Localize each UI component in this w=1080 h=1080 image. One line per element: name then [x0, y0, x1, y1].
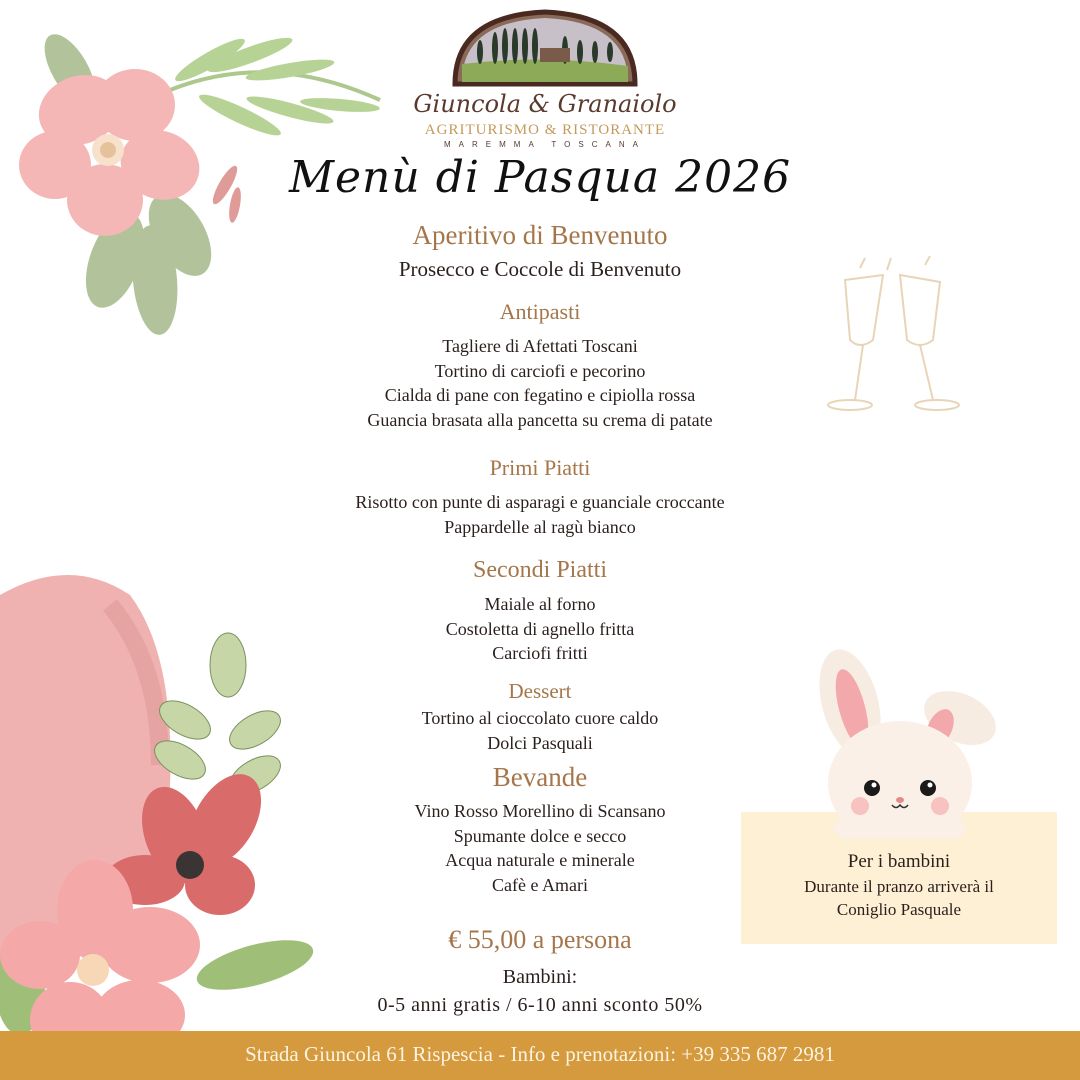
menu-item: Pappardelle al ragù bianco [444, 516, 636, 537]
menu-item: Tortino di carciofi e pecorino [434, 360, 646, 381]
easter-egg-floral-icon [0, 565, 330, 1080]
menu-item: Carciofi fritti [492, 643, 588, 663]
footer-contact-text: Strada Giuncola 61 Rispescia - Info e prenotazioni: +39 335 687 2981 [245, 1042, 835, 1066]
champagne-glasses-icon [825, 250, 960, 420]
section-heading-antipasti: Antipasti [499, 299, 581, 324]
section-items-primi [0, 490, 1080, 539]
landscape-logo-icon [400, 4, 690, 94]
logo-subtitle: AGRITURISMO & RISTORANTE [424, 122, 666, 138]
footer-bar [0, 1031, 1080, 1080]
menu-item: Cafè e Amari [492, 874, 588, 895]
section-heading-secondi: Secondi Piatti [473, 557, 607, 583]
menu-item: Tagliere di Afettati Toscani [442, 336, 638, 356]
menu-item: Guancia brasata alla pancetta su crema di patate [367, 409, 713, 430]
welcome-heading: Aperitivo di Benvenuto [412, 220, 668, 250]
menu-item: Vino Rosso Morellino di Scansano [414, 801, 666, 821]
kids-price-label: Bambini: [502, 966, 578, 988]
menu-item: Spumante dolce e secco [453, 825, 627, 846]
kids-box-line2: Coniglio Pasquale [836, 900, 962, 919]
section-heading-bevande: Bevande [492, 762, 588, 792]
page-title: Menù di Pasqua 2026 [288, 152, 792, 203]
menu-item: Cialda di pane con fegatino e cipiolla rossa [384, 385, 696, 405]
menu-item: Risotto con punte di asparagi e guanciale croccante [355, 492, 725, 512]
price-per-person: € 55,00 a persona [448, 925, 632, 954]
menu-item: Tortino al cioccolato cuore caldo [421, 708, 659, 728]
menu-item: Maiale al forno [484, 594, 596, 614]
menu-item: Acqua naturale e minerale [445, 850, 635, 870]
logo-region: MAREMMA TOSCANA [444, 140, 646, 149]
kids-price-detail: 0-5 anni gratis / 6-10 anni sconto 50% [377, 994, 703, 1016]
bunny-illustration-icon [800, 648, 1005, 838]
section-heading-dessert: Dessert [508, 679, 572, 703]
logo-name: Giuncola & Granaiolo [413, 90, 677, 118]
kids-box-heading: Per i bambini [847, 851, 951, 872]
kids-info-text [741, 850, 1057, 921]
section-heading-primi: Primi Piatti [489, 455, 591, 480]
menu-item: Costoletta di agnello fritta [445, 618, 635, 639]
welcome-item: Prosecco e Coccole di Benvenuto [398, 257, 682, 281]
restaurant-logo [400, 4, 690, 150]
kids-box-line1: Durante il pranzo arriverà il [804, 877, 994, 896]
menu-item: Dolci Pasquali [487, 732, 593, 753]
